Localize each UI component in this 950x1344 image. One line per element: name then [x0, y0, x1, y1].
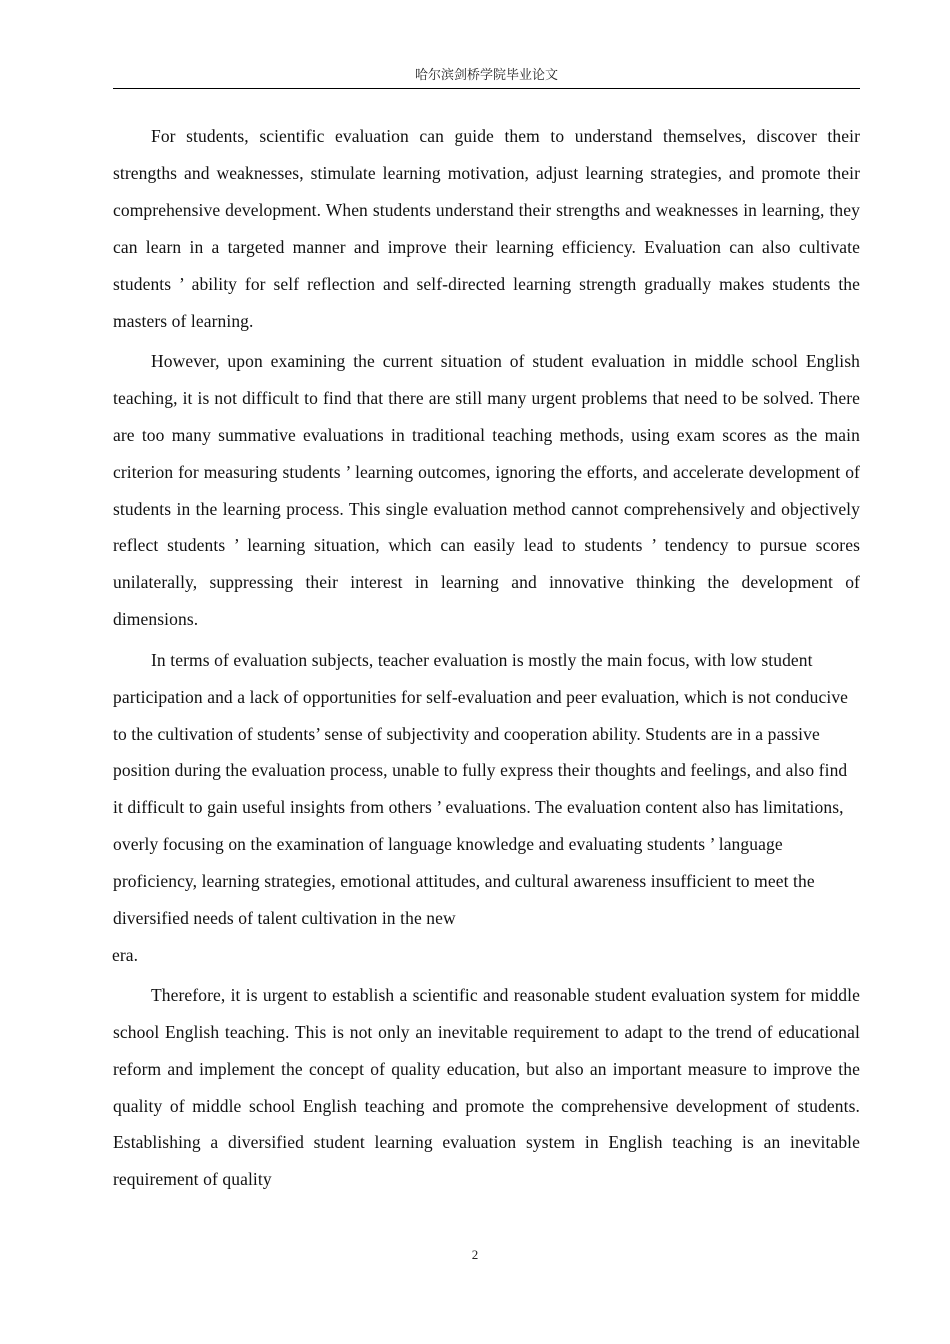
- body-text: [113, 118, 860, 1202]
- page-number: 2: [471, 1247, 479, 1262]
- paragraph-1: For students, scientific evaluation can guide them to understand themselves, discover their strengths and weaknesses, stimulate learning motivation, adjust learning strategies, and promote their comprehensive development. When students understand their strengths and weaknesses in learning, they can learn in a targeted manner and improve their learning efficiency. Evaluation can also cultivate students ’ ability for self reflection and self-directed learning strength gradually makes students the masters of learning.: [113, 126, 860, 331]
- paragraph-3-continuation: era.: [112, 944, 139, 965]
- paragraph-3: In terms of evaluation subjects, teacher evaluation is mostly the main focus, with low student participation and a lack of opportunities for self-evaluation and peer evaluation, which is not conducive to the cultivation of students’ sense of subjectivity and cooperation ability. Students are in a passive position during the evaluation process, unable to fully express their thoughts and feelings, and also find it difficult to gain useful insights from others ’ evaluations. The evaluation content also has limitations, overly focusing on the examination of language knowledge and evaluating students ’ language proficiency, learning strategies, emotional attitudes, and cultural awareness insufficient to meet the diversified needs of talent cultivation in the new: [113, 649, 849, 929]
- paragraph-2: However, upon examining the current situation of student evaluation in middle school English teaching, it is not difficult to find that there are still many urgent problems that need to be solved. There are too many summative evaluations in traditional teaching methods, using exam scores as the main criterion for measuring students ’ learning outcomes, ignoring the efforts, and accelerate development of students in the learning process. This single evaluation method cannot comprehensively and objectively reflect students ’ learning situation, which can easily lead to students ’ tendency to pursue scores unilaterally, suppressing their interest in learning and innovative thinking the development of dimensions.: [113, 350, 860, 630]
- header-divider: [113, 88, 860, 89]
- running-header: 哈尔滨剑桥学院毕业论文: [414, 68, 558, 83]
- paragraph-4: Therefore, it is urgent to establish a scientific and reasonable student evaluation system for middle school English teaching. This is not only an inevitable requirement to adapt to the trend of educational reform and implement the concept of quality education, but also an important measure to improve the quality of middle school English teaching and promote the comprehensive development of students. Establishing a diversified student learning evaluation system in English teaching is an inevitable requirement of quality: [113, 984, 860, 1190]
